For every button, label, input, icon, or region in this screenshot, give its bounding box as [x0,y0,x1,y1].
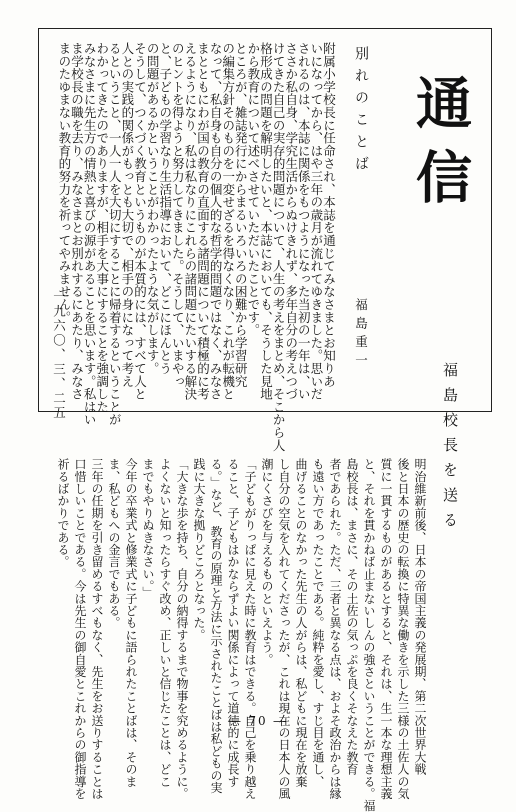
farewell-line: なって、私自身も自分の個人的な哲学的問題ではなく、みなさ [208,42,224,401]
farewell-line: から教育について述べさせていただいたことです。 [245,42,261,337]
farewell-line: まのたゆまない教育的努力を祈ってやみません。 [56,42,72,324]
farewell-line: わかってきたのでありますが、相手を大事にすることを強調した [94,42,110,414]
farewell-line: えるようになり、私は私なりにこれらの諸問題にたいする解決 [182,42,198,401]
sendoff-line: 践に大きな拠りどころとなった。 [192,458,206,641]
sendoff-line: 「子どもがりっぱに見えた時に教育はできる。自己を乗り越え [243,458,257,800]
sendoff-line: 口惜しいことである。今は先生の御自愛とこれからの御指導を [73,458,87,800]
farewell-title: 別れのことば [353,46,369,178]
sendoff-line: までもやりぬきなさい。」 [141,458,155,599]
farewell-line: ま学校長の職を去り、みなさまとお別れするにあたり、みなさ [69,42,85,401]
sendoff-line: も遠い方であったことである。純粋を愛し、すじ目を通し、 [311,458,325,788]
farewell-line: されるのは、本誌に関係をもつようになった当初の一年は、い [296,42,312,401]
farewell-date: 一九六〇、三、二五 [51,290,67,421]
farewell-line: ところが、雑誌発行にからまるいろいろの困難から学習研究 [233,42,249,388]
sendoff-line: 島校長は、まさに、その土佐の気っぷを良くそなえた教育 [345,458,359,776]
farewell-line: まとともにわが国の教育の直面する諸問題について積極的に考 [195,42,211,401]
farewell-line: そうして、つくづく教育というものが本質的には、すべて人と [132,42,148,401]
sendoff-line: 者であられた。ただ、三者と異なる点は、およそ政治からは縁 [328,458,342,800]
farewell-line: けてきた自己の実存的問題について、人生の考えをまとめ、そこから人 [271,42,287,452]
sendoff-line: し自分の空気を入れてくださったが、これは現在の日本人の風 [277,458,291,800]
sendoff-line: 後と日本の歴史の転換に特異な働きを示した三様の土佐人の気 [396,458,410,800]
sendoff-line: 祈るばかりである。 [56,458,70,568]
farewell-line: の問題があるかということがわかったような気がします。 [145,42,161,375]
page-number: ― 70 ― [228,714,288,728]
farewell-line: のヒントを得ようと努力してきました。そうして、いまやっ [170,42,186,388]
farewell-author: 福島重一 [353,298,369,372]
sendoff-line: ま、私どもへの金言でもある。 [107,458,121,629]
farewell-line: 附属小学校長に任命され、本誌を通じてみなさまとお知りあ [321,42,337,388]
sendoff-line: 「大きな歩を持ち、自分の納得するまで物事を究めるように。 [175,458,189,800]
farewell-line: ささか私自身、学究生活からぬけきれず、多年自分の考えつづ [283,42,299,401]
sendoff-line: と、それを貫かねば止まないしんの強さということができる。福 [362,458,376,812]
section-header: 通信 [407,74,473,222]
sendoff-title: 福島校長を送る [441,362,459,537]
sendoff-line: 三年の任期を引き留めるすべもなく、先生をお送りすることは [90,458,104,800]
sendoff-line: 今年の卒業式と修業式に子どもに語られたことばは、そのま [124,458,138,788]
farewell-line: みなさまに先生方の情熱と喜びの源があることを思います。私はい [82,42,98,426]
sendoff-line: る。」など、教育の原理と方法に示されたことばは私どもの実 [209,458,223,794]
farewell-line: いになってから、はや三年の歳月が流れてゆきました。思いだ [308,42,324,401]
sendoff-line: 明治維新前後、日本の帝国主義の発展期、第二次世界大戦 [413,458,427,776]
farewell-line: の編集方針そのものを一変せざるを得なくなり、これが転機と [220,42,236,401]
farewell-line: るということ、一人一人を大切にすることに帰着するということが [107,42,123,426]
sendoff-line: 質に一貫するものがあるとすると、それは、生一本な理想主義 [379,458,393,800]
farewell-line: と、子どもの学習なり生活指導において、どこにほんとう [157,42,173,375]
farewell-line: 格形成の問題を解明したいと、本誌においても、そうした見地 [258,42,274,401]
farewell-line: 人との実践的関係がもっとも大切で、相手の身になって考え [119,42,135,388]
sendoff-line: 潮にくさびを与えるものといえよう。 [260,458,274,666]
sendoff-line: 曲げることのなかった先生の人がらは、私どもに現在を放棄 [294,458,308,788]
sendoff-line: よくないと知ったらすぐ改め、正しいと信じたことは、どこ [158,458,172,788]
sendoff-line: ること、子どもはかならずよい関係によって道徳的に成長す [226,458,240,788]
